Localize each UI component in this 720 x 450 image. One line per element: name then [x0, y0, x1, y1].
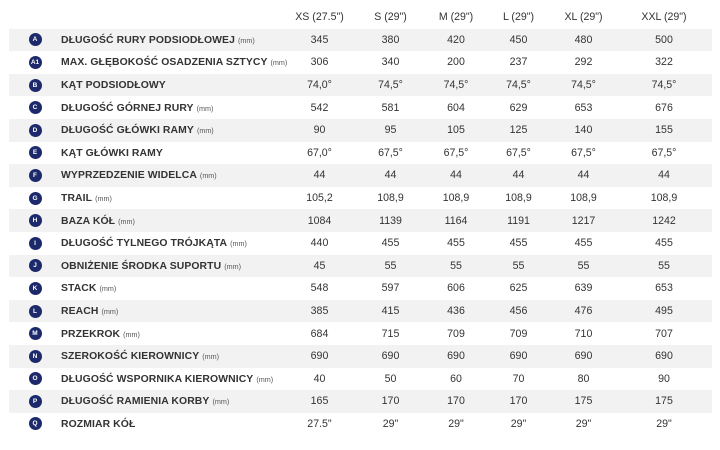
- value-cell: 690: [310, 350, 329, 363]
- value-cell: 684: [310, 327, 329, 340]
- row-letter-cell: [9, 187, 61, 210]
- value-cell: 40: [313, 372, 326, 385]
- value-cell: 629: [509, 101, 528, 114]
- table-row: [9, 300, 712, 323]
- row-letter-cell: [9, 277, 61, 300]
- dimension-letter-badge: H: [29, 214, 42, 227]
- row-label-cell: [61, 96, 284, 119]
- table-row: [9, 232, 712, 255]
- geometry-table: [9, 6, 712, 435]
- table-row: [9, 345, 712, 368]
- value-cell: 415: [381, 305, 400, 318]
- value-cell: 175: [655, 395, 673, 408]
- measurement-name: WYPRZEDZENIE WIDELCA: [61, 170, 197, 182]
- row-label-cell: [61, 119, 284, 142]
- row-letter-cell: [9, 164, 61, 187]
- value-cell: 690: [655, 350, 673, 363]
- value-cell: 55: [450, 259, 462, 272]
- value-cell: 29": [448, 417, 464, 430]
- row-letter-cell: [9, 345, 61, 368]
- measurement-name: DŁUGOŚĆ GŁÓWKI RAMY: [61, 125, 194, 137]
- table-row: [9, 29, 712, 52]
- value-cell: 455: [574, 237, 593, 250]
- dimension-letter-badge: P: [29, 395, 42, 408]
- row-label-cell: [61, 74, 284, 97]
- table-row: [9, 74, 712, 97]
- row-letter-cell: [9, 51, 61, 74]
- value-cell: 55: [658, 259, 670, 272]
- value-cell: 108,9: [570, 192, 597, 205]
- row-label-cell: [61, 164, 284, 187]
- value-cell: 340: [381, 56, 400, 69]
- table-row: [9, 96, 712, 119]
- value-cell: 380: [381, 33, 400, 46]
- value-cell: 90: [658, 372, 670, 385]
- value-cell: 709: [447, 327, 465, 340]
- measurement-unit: (mm): [95, 194, 112, 204]
- value-cell: 29": [656, 417, 672, 430]
- table-row: [9, 413, 712, 436]
- table-row: [9, 368, 712, 391]
- value-cell: 74,5°: [571, 79, 596, 92]
- measurement-name: TRAIL: [61, 193, 93, 205]
- value-cell: 306: [310, 56, 329, 69]
- measurement-name: KĄT PODSIODŁOWY: [61, 80, 166, 92]
- row-label-cell: [61, 345, 284, 368]
- table-row: [9, 142, 712, 165]
- value-cell: 322: [655, 56, 673, 69]
- table-row: [9, 51, 712, 74]
- dimension-letter-badge: J: [29, 259, 42, 272]
- row-label-cell: [61, 300, 284, 323]
- row-label-cell: [61, 29, 284, 52]
- dimension-letter-badge: M: [29, 327, 42, 340]
- measurement-name: DŁUGOŚĆ WSPORNIKA KIEROWNICY: [61, 373, 254, 385]
- row-letter-cell: [9, 390, 61, 413]
- value-cell: 80: [577, 372, 590, 385]
- value-cell: 44: [450, 169, 462, 182]
- measurement-name: SZEROKOŚĆ KIEROWNICY: [61, 351, 200, 363]
- value-cell: 1139: [379, 214, 402, 227]
- value-cell: 67,5°: [571, 146, 596, 159]
- value-cell: 1191: [507, 214, 530, 227]
- value-cell: 455: [509, 237, 528, 250]
- dimension-letter-badge: O: [29, 372, 42, 385]
- value-cell: 1217: [571, 214, 596, 227]
- value-cell: 170: [381, 395, 400, 408]
- value-cell: 625: [509, 282, 528, 295]
- value-cell: 55: [577, 259, 590, 272]
- dimension-letter-badge: L: [29, 305, 42, 318]
- value-cell: 67,0°: [307, 146, 332, 159]
- value-cell: 155: [655, 124, 673, 137]
- value-cell: 653: [574, 101, 593, 114]
- value-cell: 581: [381, 101, 400, 114]
- dimension-letter-badge: I: [29, 237, 42, 250]
- dimension-letter-badge: F: [29, 169, 42, 182]
- value-cell: 165: [310, 395, 329, 408]
- value-cell: 200: [447, 56, 465, 69]
- value-cell: 44: [658, 169, 670, 182]
- value-cell: 237: [509, 56, 528, 69]
- value-cell: 108,9: [442, 192, 470, 205]
- value-cell: 436: [447, 305, 465, 318]
- value-cell: 653: [655, 282, 673, 295]
- row-label-cell: [61, 232, 284, 255]
- value-cell: 74,5°: [443, 79, 469, 92]
- value-cell: 709: [509, 327, 528, 340]
- row-letter-cell: [9, 74, 61, 97]
- value-cell: 170: [447, 395, 465, 408]
- value-cell: 60: [450, 372, 462, 385]
- measurement-unit: (mm): [256, 374, 274, 384]
- value-cell: 1164: [444, 214, 468, 227]
- value-cell: 55: [384, 259, 397, 272]
- measurement-name: DŁUGOŚĆ RAMIENIA KORBY: [61, 396, 210, 408]
- value-cell: 27.5": [307, 417, 332, 430]
- value-cell: 125: [509, 124, 528, 137]
- header-empty-label: [61, 6, 284, 29]
- size-column-header[interactable]: XL (29"): [564, 11, 603, 24]
- measurement-unit: (mm): [118, 216, 135, 226]
- dimension-letter-badge: E: [29, 146, 42, 159]
- row-label-cell: [61, 209, 284, 232]
- row-letter-cell: [9, 255, 61, 278]
- value-cell: 455: [655, 237, 673, 250]
- table-row: [9, 187, 712, 210]
- value-cell: 67,5°: [443, 146, 469, 159]
- row-label-cell: [61, 368, 284, 391]
- measurement-unit: (mm): [123, 329, 140, 339]
- value-cell: 90: [313, 124, 326, 137]
- measurement-name: KĄT GŁÓWKI RAMY: [61, 147, 163, 159]
- value-cell: 455: [447, 237, 465, 250]
- value-cell: 29": [575, 417, 592, 430]
- value-cell: 44: [512, 169, 525, 182]
- value-cell: 500: [655, 33, 673, 46]
- row-label-cell: [61, 413, 284, 436]
- header-empty-letter: [9, 6, 61, 29]
- value-cell: 108,9: [505, 192, 532, 205]
- table-row: [9, 277, 712, 300]
- value-cell: 29": [382, 417, 399, 430]
- value-cell: 456: [509, 305, 528, 318]
- row-letter-cell: [9, 300, 61, 323]
- value-cell: 74,5°: [651, 79, 677, 92]
- value-cell: 639: [574, 282, 593, 295]
- value-cell: 108,9: [377, 192, 404, 205]
- value-cell: 74,5°: [506, 79, 531, 92]
- row-letter-cell: [9, 232, 61, 255]
- dimension-letter-badge: N: [29, 350, 42, 363]
- table-row: [9, 164, 712, 187]
- measurement-name: DŁUGOŚĆ RURY PODSIODŁOWEJ: [61, 34, 235, 46]
- value-cell: 480: [574, 33, 593, 46]
- measurement-unit: (mm): [196, 103, 214, 113]
- measurement-name: MAX. GŁĘBOKOŚĆ OSADZENIA SZTYCY: [61, 57, 268, 69]
- value-cell: 1084: [307, 214, 332, 227]
- measurement-unit: (mm): [270, 58, 288, 68]
- table-row: [9, 119, 712, 142]
- measurement-unit: (mm): [202, 352, 220, 362]
- value-cell: 455: [381, 237, 400, 250]
- value-cell: 44: [384, 169, 397, 182]
- value-cell: 105,2: [306, 192, 333, 205]
- value-cell: 175: [574, 395, 593, 408]
- table-row: [9, 322, 712, 345]
- measurement-name: DŁUGOŚĆ TYLNEGO TRÓJKĄTA: [61, 238, 228, 250]
- row-letter-cell: [9, 413, 61, 436]
- value-cell: 690: [574, 350, 593, 363]
- value-cell: 606: [447, 282, 465, 295]
- value-cell: 676: [655, 101, 673, 114]
- value-cell: 690: [509, 350, 528, 363]
- value-cell: 710: [574, 327, 593, 340]
- table-body: [9, 29, 712, 436]
- value-cell: 74,0°: [307, 79, 332, 92]
- value-cell: 385: [310, 305, 329, 318]
- dimension-letter-badge: B: [29, 79, 42, 92]
- value-cell: 476: [574, 305, 593, 318]
- measurement-unit: (mm): [230, 239, 247, 249]
- measurement-unit: (mm): [99, 284, 117, 294]
- size-column-header[interactable]: XXL (29"): [641, 11, 687, 24]
- value-cell: 495: [655, 305, 673, 318]
- value-cell: 105: [447, 124, 465, 137]
- value-cell: 140: [574, 124, 593, 137]
- row-label-cell: [61, 390, 284, 413]
- value-cell: 170: [509, 395, 528, 408]
- value-cell: 67,5°: [651, 146, 677, 159]
- row-label-cell: [61, 277, 284, 300]
- value-cell: 74,5°: [378, 79, 403, 92]
- value-cell: 597: [381, 282, 400, 295]
- row-letter-cell: [9, 368, 61, 391]
- value-cell: 67,5°: [506, 146, 531, 159]
- dimension-letter-badge: K: [29, 282, 42, 295]
- dimension-letter-badge: C: [29, 101, 42, 114]
- value-cell: 108,9: [650, 192, 678, 205]
- value-cell: 420: [447, 33, 465, 46]
- row-letter-cell: [9, 322, 61, 345]
- measurement-name: REACH: [61, 306, 99, 318]
- value-cell: 292: [574, 56, 593, 69]
- row-letter-cell: [9, 29, 61, 52]
- size-column-header[interactable]: S (29"): [374, 11, 407, 24]
- measurement-unit: (mm): [196, 126, 214, 136]
- measurement-name: STACK: [61, 283, 97, 295]
- row-label-cell: [61, 255, 284, 278]
- value-cell: 44: [577, 169, 590, 182]
- measurement-unit: (mm): [212, 397, 230, 407]
- row-letter-cell: [9, 96, 61, 119]
- size-column-header[interactable]: M (29"): [438, 11, 474, 24]
- dimension-letter-badge: Q: [29, 417, 42, 430]
- value-cell: 67,5°: [378, 146, 403, 159]
- value-cell: 440: [310, 237, 329, 250]
- measurement-unit: (mm): [101, 307, 119, 317]
- row-label-cell: [61, 142, 284, 165]
- value-cell: 542: [310, 101, 329, 114]
- value-cell: 690: [381, 350, 400, 363]
- value-cell: 70: [512, 372, 525, 385]
- value-cell: 44: [313, 169, 326, 182]
- row-label-cell: [61, 51, 288, 74]
- value-cell: 29": [510, 417, 527, 430]
- dimension-letter-badge: A: [29, 33, 42, 46]
- table-row: [9, 255, 712, 278]
- measurement-name: ROZMIAR KÓŁ: [61, 418, 136, 430]
- dimension-letter-badge: D: [29, 124, 42, 137]
- measurement-unit: (mm): [237, 35, 255, 45]
- value-cell: 345: [310, 33, 329, 46]
- measurement-name: PRZEKROK: [61, 328, 121, 340]
- dimension-letter-badge: G: [29, 192, 42, 205]
- value-cell: 95: [384, 124, 397, 137]
- value-cell: 1242: [652, 214, 676, 227]
- value-cell: 45: [313, 259, 326, 272]
- value-cell: 604: [447, 101, 465, 114]
- row-label-cell: [61, 187, 284, 210]
- table-header: [9, 6, 712, 29]
- value-cell: 690: [447, 350, 465, 363]
- value-cell: 715: [381, 327, 400, 340]
- table-row: [9, 209, 712, 232]
- row-letter-cell: [9, 119, 61, 142]
- row-letter-cell: [9, 209, 61, 232]
- measurement-unit: (mm): [224, 261, 241, 271]
- size-column-header[interactable]: L (29"): [502, 11, 535, 24]
- measurement-unit: (mm): [199, 171, 217, 181]
- value-cell: 450: [509, 33, 528, 46]
- size-column-header[interactable]: XS (27.5"): [295, 11, 344, 24]
- value-cell: 707: [655, 327, 673, 340]
- value-cell: 50: [384, 372, 397, 385]
- dimension-letter-badge: A1: [29, 56, 42, 69]
- measurement-name: BAZA KÓŁ: [61, 215, 116, 227]
- value-cell: 55: [512, 259, 525, 272]
- value-cell: 548: [310, 282, 329, 295]
- table-row: [9, 390, 712, 413]
- row-letter-cell: [9, 142, 61, 165]
- measurement-name: OBNIŻENIE ŚRODKA SUPORTU: [61, 260, 222, 272]
- row-label-cell: [61, 322, 284, 345]
- measurement-name: DŁUGOŚĆ GÓRNEJ RURY: [61, 102, 194, 114]
